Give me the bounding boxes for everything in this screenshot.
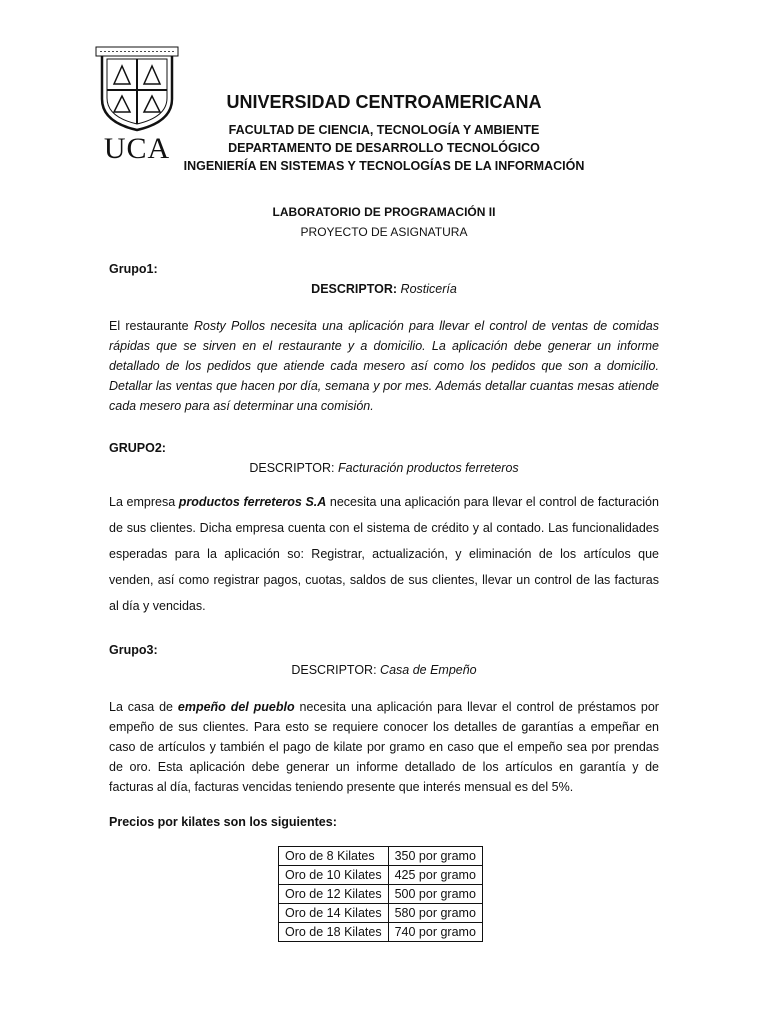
course-title: LABORATORIO DE PROGRAMACIÓN II [272,205,496,219]
group3-descriptor-label: DESCRIPTOR: [291,663,377,677]
prices-table [278,846,483,942]
group2-label: GRUPO2: [109,441,166,455]
logo-wordmark: UCA [103,132,171,165]
group2-paragraph [109,489,659,619]
group2-descriptor-label: DESCRIPTOR: [249,461,335,475]
group1-descriptor-value: Rosticería [400,282,457,296]
table-row [279,885,483,904]
table-row [279,923,483,942]
group2-section [109,441,659,619]
program-line: INGENIERÍA EN SISTEMAS Y TECNOLOGÍAS DE LA INFORMACIÓN [183,159,585,173]
group3-company: empeño del pueblo [177,700,295,714]
group3-paragraph [109,697,659,797]
group2-lead: La empresa [109,495,176,509]
price-value: 740 por gramo [388,923,482,942]
group1-body: Rosty Pollos necesita una aplicación para llevar el control de ventas de comidas rápidas que se sirven en el restaurante y a domicilio. La aplicación debe generar un informe detallado de los pedidos que atiende cada mesero así como los pedidos que son a domicilio. Detallar las ventas que hacen por día, semana y por mes. Además detallar cuantas mesas atiende cada mesero para así determinar una comisión. [109,319,659,413]
group3-lead: La casa de [109,700,173,714]
group1-lead: El restaurante [109,319,189,333]
price-value: 425 por gramo [388,866,482,885]
group3-section [109,643,659,829]
table-row [279,904,483,923]
group3-descriptor [109,663,659,677]
prices-label: Precios por kilates son los siguientes: [109,815,337,829]
group1-descriptor [109,282,659,296]
group1-section [109,262,659,416]
table-row [279,847,483,866]
department-line: DEPARTAMENTO DE DESARROLLO TECNOLÓGICO [228,141,540,155]
group3-label: Grupo3: [109,643,158,657]
faculty-line: FACULTAD DE CIENCIA, TECNOLOGÍA Y AMBIENTE [228,123,540,137]
group2-descriptor-value: Facturación productos ferreteros [338,461,519,475]
price-item: Oro de 8 Kilates [279,847,389,866]
group2-company: productos ferreteros S.A [178,495,327,509]
price-item: Oro de 12 Kilates [279,885,389,904]
table-row [279,866,483,885]
group1-descriptor-label: DESCRIPTOR: [311,282,398,296]
group1-paragraph [109,316,659,416]
price-item: Oro de 14 Kilates [279,904,389,923]
group2-body: necesita una aplicación para llevar el control de facturación de sus clientes. Dicha empresa cuenta con el sistema de crédito y al contado. Las funcionalidades esperadas para la aplicación so: Registrar, actualización, y eliminación de los artículos que venden, así como registrar pagos, cuotas, saldos de sus clientes, llevar un control de las facturas al día y vencidas. [109,495,659,613]
price-item: Oro de 10 Kilates [279,866,389,885]
header [0,92,768,175]
course-heading [0,202,768,242]
project-title: PROYECTO DE ASIGNATURA [300,225,468,239]
group2-descriptor [109,461,659,475]
price-value: 580 por gramo [388,904,482,923]
group3-body: necesita una aplicación para llevar el control de préstamos por empeño de sus clientes. Para esto se requiere conocer los detalles de garantías a empeñar en caso de artículos y también el pago de kilate por gramo en caso que el empeño sea por prendas de oro. Esta aplicación debe generar un informe detallado de los artículos en garantía y de facturas al día, facturas vencidas teniendo presente que interés mensual es del 5%. [109,700,659,794]
price-value: 500 por gramo [388,885,482,904]
group1-label: Grupo1: [109,262,158,276]
group3-descriptor-value: Casa de Empeño [380,663,477,677]
price-value: 350 por gramo [388,847,482,866]
university-title: UNIVERSIDAD CENTROAMERICANA [226,92,542,112]
price-item: Oro de 18 Kilates [279,923,389,942]
